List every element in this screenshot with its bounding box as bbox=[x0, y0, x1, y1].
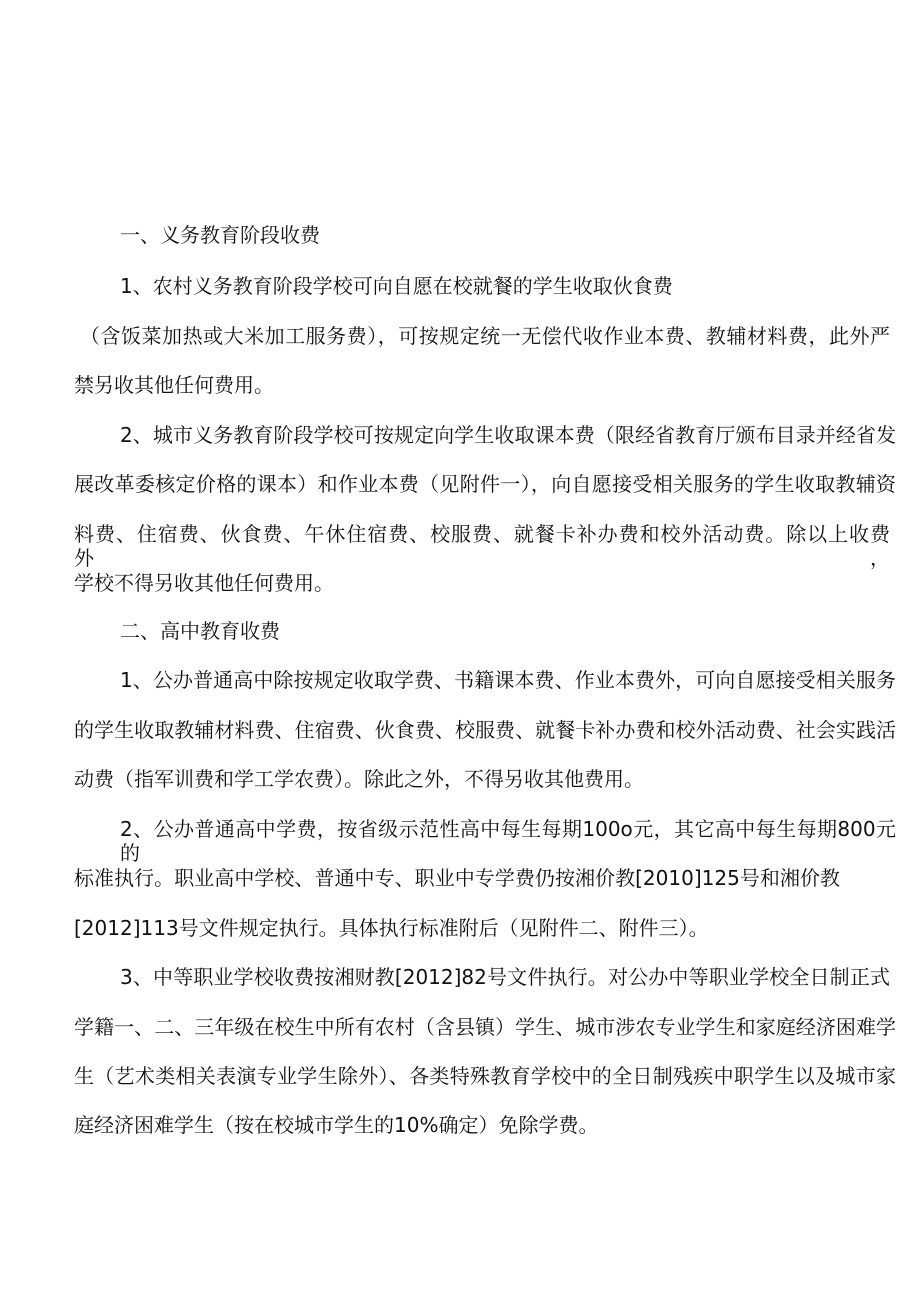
paragraph-rural-line1: 1、农村义务教育阶段学校可向自愿在校就餐的学生收取伙食费 bbox=[120, 274, 673, 298]
paragraph-rural-line2: （含饭菜加热或大米加工服务费），可按规定统一无偿代收作业本费、教辅材料费，此外严 bbox=[80, 324, 890, 348]
paragraph-urban-line4: 学校不得另收其他任何费用。 bbox=[74, 571, 334, 595]
section-heading-compulsory-education: 一、义务教育阶段收费 bbox=[120, 223, 320, 247]
paragraph-public-high-line2: 的学生收取教辅材料费、住宿费、伙食费、校服费、就餐卡补办费和校外活动费、社会实践活 bbox=[74, 718, 896, 742]
paragraph-vocational-line1: 3、中等职业学校收费按湘财教[2012]82号文件执行。对公办中等职业学校全日制正式 bbox=[120, 965, 890, 989]
paragraph-vocational-line3: 生（艺术类相关表演专业学生除外）、各类特殊教育学校中的全日制残疾中职学生以及城市家 bbox=[74, 1064, 896, 1088]
paragraph-urban-line1: 2、城市义务教育阶段学校可按规定向学生收取课本费（限经省教育厅颁布目录并经省发 bbox=[120, 423, 896, 447]
paragraph-public-high-line1: 1、公办普通高中除按规定收取学费、书籍课本费、作业本费外，可向自愿接受相关服务 bbox=[120, 668, 896, 692]
paragraph-urban-line2: 展改革委核定价格的课本）和作业本费（见附件一），向自愿接受相关服务的学生收取教辅资 bbox=[74, 472, 896, 496]
paragraph-urban-line3: 料费、住宿费、伙食费、午休住宿费、校服费、就餐卡补办费和校外活动费。除以上收费外， bbox=[74, 522, 890, 570]
paragraph-tuition-line1: 2、公办普通高中学费，按省级示范性高中每生每期100o元，其它高中每生每期800元的 bbox=[120, 817, 896, 865]
section-heading-high-school: 二、高中教育收费 bbox=[120, 619, 280, 643]
paragraph-rural-line3: 禁另收其他任何费用。 bbox=[74, 373, 274, 397]
paragraph-vocational-line2: 学籍一、二、三年级在校生中所有农村（含县镇）学生、城市涉农专业学生和家庭经济困难学 bbox=[74, 1015, 896, 1039]
paragraph-vocational-line4: 庭经济困难学生（按在校城市学生的10%确定）免除学费。 bbox=[74, 1113, 599, 1137]
paragraph-tuition-line3: [2012]113号文件规定执行。具体执行标准附后（见附件二、附件三）。 bbox=[74, 916, 709, 940]
paragraph-public-high-line3: 动费（指军训费和学工学农费）。除此之外，不得另收其他费用。 bbox=[74, 767, 644, 791]
paragraph-tuition-line2: 标准执行。职业高中学校、普通中专、职业中专学费仍按湘价教[2010]125号和湘价教 bbox=[74, 866, 840, 890]
